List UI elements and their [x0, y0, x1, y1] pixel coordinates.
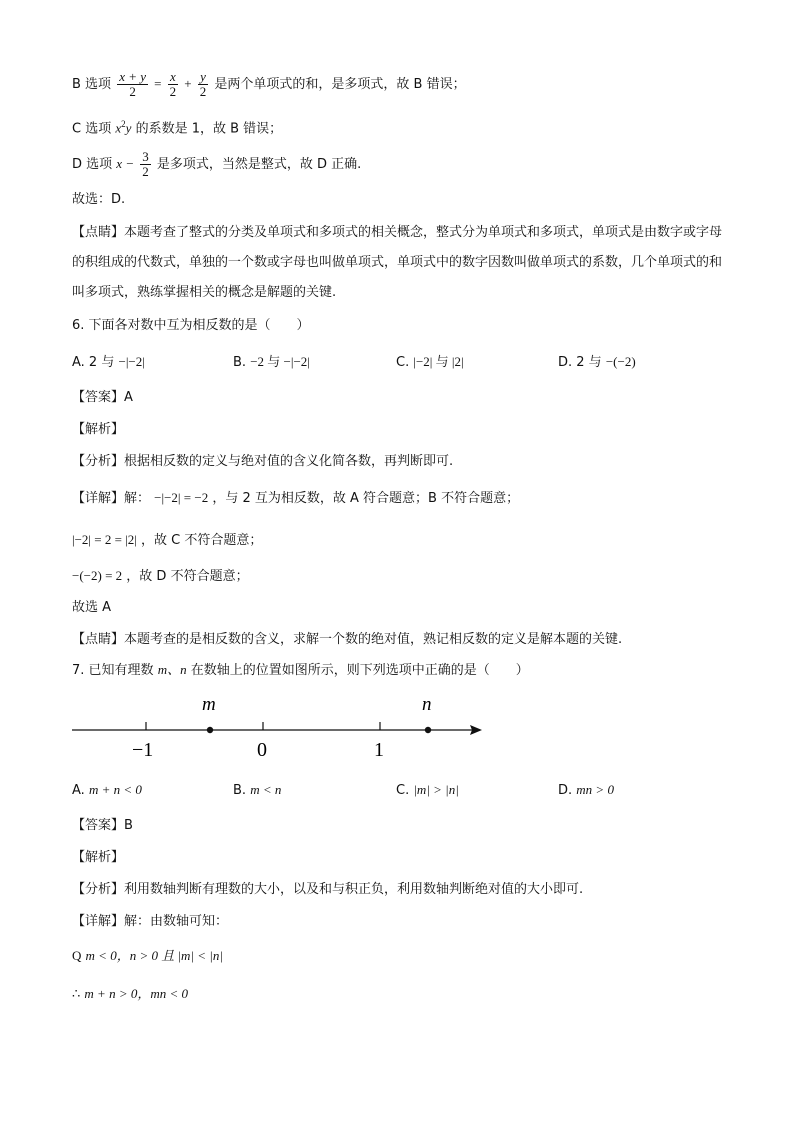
option-expression: −2 与 −|−2|: [250, 354, 310, 369]
equals-sign: =: [154, 76, 162, 91]
select-answer-d: 故选：D.: [72, 192, 126, 207]
q6-detail-1: [72, 488, 519, 509]
q6-answer: 【答案】A: [72, 390, 133, 405]
option-expression: m < n: [250, 782, 282, 797]
q6-detail-2: [72, 530, 262, 551]
therefore-expression: m + n > 0，mn < 0: [84, 986, 189, 1001]
label-n: n: [422, 694, 432, 715]
detail-expression: −|−2| = −2: [154, 490, 209, 505]
option-c-suffix: 的系数是 1，故 B 错误；: [135, 121, 283, 137]
expression-x-minus: x −: [116, 156, 135, 171]
option-expression: −|−2|: [118, 354, 145, 369]
option-label: B.: [233, 355, 247, 370]
q6-detail-3: [72, 566, 249, 587]
option-label: B.: [233, 783, 247, 798]
q7-option-c: [396, 780, 459, 801]
option-label: D.: [558, 783, 573, 798]
q6-option-c: [396, 352, 464, 373]
option-expression: m + n < 0: [88, 782, 142, 797]
plus-sign: +: [184, 76, 192, 91]
stem-prefix: 7. 已知有理数: [72, 663, 154, 678]
detail-expression: |−2| = 2 = |2|: [72, 532, 137, 547]
label-m: m: [202, 694, 216, 715]
option-label: D. 2 与: [558, 355, 602, 370]
variable-y: y: [125, 120, 132, 136]
q6-analysis: 【分析】根据相反数的定义与绝对值的含义化简各数，再判断即可.: [72, 454, 454, 469]
fraction-x-over-2: [168, 70, 179, 99]
q6-option-b: [233, 352, 310, 373]
q7-analysis: 【分析】利用数轴判断有理数的大小，以及和与积正负，利用数轴判断绝对值的大小即可.: [72, 882, 584, 897]
option-label: A. 2 与: [72, 355, 115, 370]
fraction-3-over-2: [140, 150, 151, 179]
option-expression: −(−2): [605, 354, 636, 369]
detail-expression: −(−2) = 2: [72, 568, 123, 583]
fraction-numerator: x + y: [119, 69, 147, 84]
option-d-prefix: D 选项: [72, 157, 113, 172]
fraction-x-plus-y-over-2: [117, 70, 148, 99]
fraction-y-over-2: [198, 70, 209, 99]
option-label: A.: [72, 783, 85, 798]
fraction-denominator: 2: [129, 84, 136, 99]
fraction-denominator: 2: [142, 164, 149, 179]
number-line-figure: [66, 688, 496, 764]
tick-label-neg1: −1: [132, 739, 154, 761]
q7-therefore-line: [72, 984, 188, 1005]
tick-label-0: 0: [257, 739, 267, 761]
q7-analysis-title: 【解析】: [72, 850, 125, 865]
q7-detail-intro: 【详解】解：由数轴可知：: [72, 914, 229, 929]
variable-x: x: [115, 120, 122, 136]
q6-option-a: [72, 352, 145, 373]
point-m: [207, 727, 213, 733]
q6-stem: 6. 下面各对数中互为相反数的是（ ）: [72, 318, 310, 333]
detail-suffix: ，故 C 不符合题意；: [141, 533, 263, 548]
therefore-symbol: ∴: [72, 986, 81, 1001]
option-expression: |−2| 与 |2|: [413, 354, 464, 369]
fraction-numerator: y: [198, 70, 209, 85]
q6-select: 故选 A: [72, 600, 112, 615]
because-symbol: Q: [72, 948, 82, 963]
fraction-denominator: 2: [169, 84, 177, 99]
q7-stem: [72, 660, 529, 681]
option-d-suffix: 是多项式，当然是整式，故 D 正确.: [156, 157, 362, 172]
detail-prefix: 【详解】解：: [72, 491, 151, 506]
q7-option-b: [233, 780, 281, 801]
option-d-explanation: [72, 150, 361, 179]
fraction-numerator: 3: [142, 149, 149, 164]
option-c-prefix: C 选项: [72, 121, 112, 137]
q7-option-d: [558, 780, 614, 801]
tick-label-1: 1: [374, 739, 384, 761]
because-expression: m < 0，n > 0 且 |m| < |n|: [85, 948, 223, 963]
option-b-prefix: B 选项: [72, 77, 112, 92]
q6-analysis-title: 【解析】: [72, 422, 125, 437]
option-expression: mn > 0: [576, 782, 614, 797]
detail-suffix: ，与 2 互为相反数，故 A 符合题意；B 不符合题意；: [212, 491, 520, 506]
option-b-suffix: 是两个单项式的和，是多项式，故 B 错误；: [214, 77, 466, 92]
q7-option-a: [72, 780, 142, 801]
fraction-numerator: x: [168, 70, 179, 85]
detail-suffix: ，故 D 不符合题意；: [126, 569, 249, 584]
q7-because-line: [72, 946, 223, 967]
option-c-explanation: [72, 114, 282, 139]
stem-variables: m、n: [157, 662, 187, 677]
point-n: [425, 727, 431, 733]
fraction-denominator: 2: [199, 84, 207, 99]
comment-q5: 【点睛】本题考查了整式的分类及单项式和多项式的相关概念，整式分为单项式和多项式，单项式是由数字或字母的积组成的代数式，单独的一个数或字母也叫做单项式，单项式中的数字因数叫做单项式的系数，几个单项式的和叫多项式，熟练掌握相关的概念是解题的关键.: [72, 225, 723, 300]
option-expression: |m| > |n|: [413, 782, 459, 797]
option-label: C.: [396, 355, 410, 370]
stem-suffix: 在数轴上的位置如图所示，则下列选项中正确的是（ ）: [190, 663, 529, 678]
q7-answer: 【答案】B: [72, 818, 133, 833]
q6-comment: 【点睛】本题考查的是相反数的含义，求解一个数的绝对值，熟记相反数的定义是解本题的关键.: [72, 632, 623, 647]
exponent: 2: [121, 119, 126, 129]
option-b-explanation: [72, 70, 466, 99]
q6-option-d: [558, 352, 636, 373]
option-label: C.: [396, 783, 410, 798]
